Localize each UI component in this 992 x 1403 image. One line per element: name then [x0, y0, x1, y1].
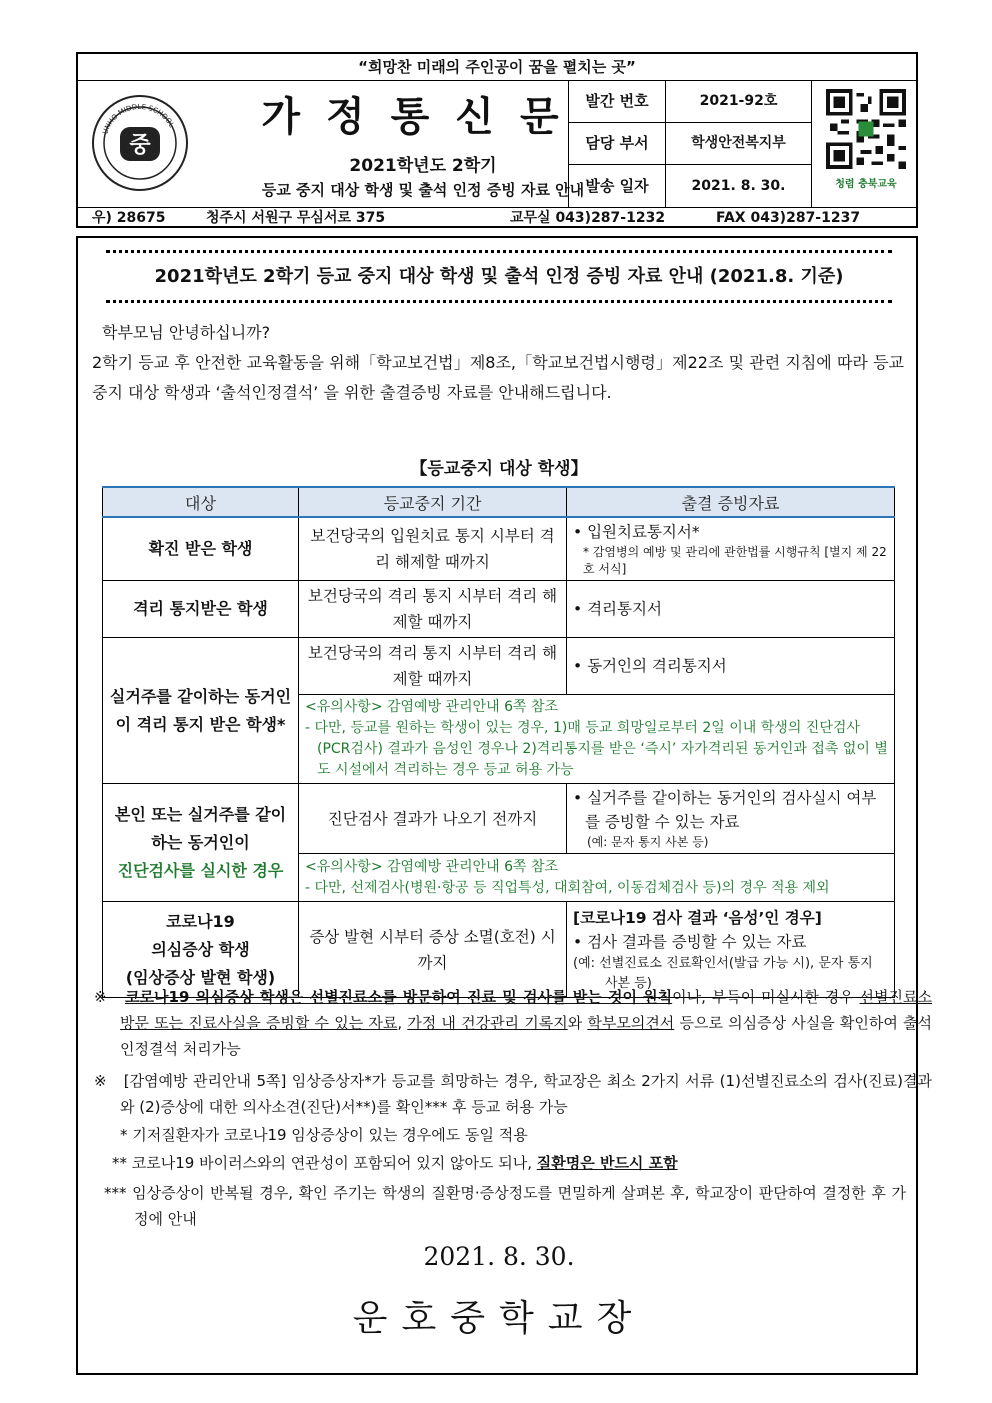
- note-symptom-principle: [94, 984, 932, 1062]
- intro-paragraph: 2학기 등교 후 안전한 교육활동을 위해「학교보건법」제8조,「학교보건법시행령」제22조 및 관련 지침에 따라 등교 중지 대상 학생과 ‘출석인정결석’ 을 위한 출결증빙 자료를 안내해드립니다.: [92, 353, 904, 402]
- period-testing: 진단검사 결과가 나오기 전까지: [299, 784, 567, 854]
- section-title: 【등교중지 대상 학생】: [410, 459, 588, 479]
- period-isolation: 보건당국의 격리 통지 시부터 격리 해제할 때까지: [299, 581, 567, 638]
- note-mark: ※: [94, 1072, 108, 1090]
- send-date-value: 2021. 8. 30.: [691, 178, 786, 194]
- target-testing-highlight: 진단검사를 실시한 경우: [117, 860, 284, 880]
- address-bar: [78, 208, 916, 228]
- note-text: 이나, 부득이 미실시한 경우: [672, 988, 860, 1006]
- evidence-text: • 검사 결과를 증빙할 수 있는 자료: [573, 932, 807, 951]
- newsletter-body: [76, 236, 932, 1375]
- principal-signature: 운호중학교장: [352, 1298, 646, 1339]
- header-period: 등교중지 기간: [299, 487, 567, 517]
- newsletter-header: [76, 52, 918, 228]
- table-row: [103, 784, 895, 854]
- notice-detail: - 다만, 선제검사(병원·항공 등 직업특성, 대회참여, 이동검체검사 등)의 경우 적용 제외: [305, 879, 830, 896]
- evidence-isolation: • 격리통지서: [567, 581, 895, 638]
- header-main: [78, 81, 916, 208]
- qr-block: [818, 89, 914, 201]
- issue-number-row: [569, 81, 811, 123]
- evidence-example: (예: 문자 통지 사본 등): [587, 835, 709, 849]
- note-evidence-3: 학부모의견서: [587, 1014, 675, 1032]
- period-household: 보건당국의 격리 통지 시부터 격리 해제할 때까지: [299, 638, 567, 695]
- target-confirmed: 확진 받은 학생: [103, 517, 299, 581]
- school-logo: [90, 93, 190, 193]
- fax-number: FAX 043)287-1237: [716, 210, 861, 226]
- subtitle-semester: 2021학년도 2학기: [349, 156, 497, 176]
- evidence-footnote: * 감염병의 예방 및 관리에 관한법률 시행규칙 [별지 제 22호 서식]: [583, 545, 887, 576]
- header-evidence: 출결 증빙자료: [567, 487, 895, 517]
- note-symptom-return: [94, 1068, 932, 1120]
- footnote-1: * 기저질환자가 코로나19 임상증상이 있는 경우에도 동일 적용: [120, 1126, 528, 1144]
- greeting: 학부모님 안녕하십니까?: [102, 323, 271, 342]
- household-notice: [299, 695, 895, 784]
- dotted-divider-bottom: [106, 300, 892, 303]
- street-address: 청주시 서원구 무심서로 375: [206, 210, 386, 226]
- target-symptom-line1: 코로나19: [166, 911, 235, 931]
- office-phone: 교무실 043)287-1232: [510, 210, 666, 226]
- note-text: [감염예방 관리안내 5쪽] 임상증상자*가 등교를 희망하는 경우, 학교장은 최소 2가지 서류 (1)선별진료소의 검사(진료)결과와 (2)증상에 대한 의사소견(진단)서**)를 확인*** 후 등교 허용 가능: [120, 1072, 932, 1116]
- evidence-confirmed: [567, 517, 895, 581]
- evidence-text: • 실거주를 같이하는 동거인의 검사실시 여부를 증빙할 수 있는 자료: [573, 789, 877, 831]
- logo-char: 중: [129, 133, 151, 158]
- note-mark: ※: [94, 988, 108, 1006]
- evidence-example: (예: 선별진료소 진료확인서(발급 가능 시), 문자 통지 사본 등): [573, 955, 873, 991]
- qr-code-icon: [826, 89, 906, 169]
- issue-date: 2021. 8. 30.: [423, 1242, 575, 1271]
- logo-text: UNHO MIDDLE SCHOOL: [101, 102, 176, 136]
- testing-notice: [299, 854, 895, 902]
- table-row: [103, 581, 895, 638]
- note-text: 등으로 의심증상 사실을 확인하여 출석인정결석 처리가능: [120, 1014, 932, 1058]
- notice-header: <유의사항> 감염예방 관리안내 6쪽 참조: [305, 699, 559, 715]
- footnote-2: [112, 1150, 906, 1176]
- evidence-household: • 동거인의 격리통지서: [567, 638, 895, 695]
- issue-number-value: 2021-92호: [699, 93, 778, 109]
- period-symptom: 증상 발현 시부터 증상 소멸(호전) 시까지: [299, 902, 567, 998]
- document-title: 2021학년도 2학기 등교 중지 대상 학생 및 출석 인정 증빙 자료 안내 (2021.8. 기준): [154, 266, 844, 287]
- department-row: [569, 123, 811, 165]
- target-household: 실거주를 같이하는 동거인이 격리 통지 받은 학생*: [103, 638, 299, 784]
- target-isolation: 격리 통지받은 학생: [103, 581, 299, 638]
- school-motto: “희망찬 미래의 주인공이 꿈을 펼치는 곳”: [78, 54, 916, 81]
- evidence-text: • 입원치료통지서*: [573, 523, 700, 541]
- footnote-emphasis: 질환명은 반드시 포함: [536, 1154, 678, 1172]
- footnote-3: *** 임상증상이 반복될 경우, 확인 주기는 학생의 질환명·증상정도를 면밀하게 살펴본 후, 학교장이 판단하여 결정한 후 가정에 안내: [104, 1184, 906, 1228]
- department-label: 담당 부서: [569, 123, 666, 164]
- footnote-text: ** 코로나19 바이러스와의 연관성이 포함되어 있지 않아도 되나,: [112, 1154, 537, 1172]
- evidence-testing: [567, 784, 895, 854]
- suspension-table: [102, 486, 895, 998]
- dotted-divider-top: [106, 250, 892, 253]
- target-symptom-line3: (임상증상 발현 학생): [125, 967, 276, 987]
- evidence-condition: [코로나19 검사 결과 ‘음성’인 경우]: [573, 908, 822, 927]
- notice-detail: - 다만, 등교를 원하는 학생이 있는 경우, 1)매 등교 희망일로부터 2일 이내 학생의 진단검사(PCR검사) 결과가 음성인 경우나 2)격리통지를 받은 ‘즉시’ 자가격리된 동거인과 접촉 없이 별도 시설에서 격리하는 경우 등교 허용 가능: [305, 720, 888, 778]
- issue-number-label: 발간 번호: [569, 81, 666, 122]
- note-text: ,: [397, 1014, 408, 1032]
- zip-code: 우) 28675: [92, 210, 166, 226]
- note-evidence-1: 선별진료소 방문 또는 진료사실을 증빙할 수 있는 자료: [120, 988, 932, 1032]
- department-value: 학생안전복지부: [691, 135, 786, 151]
- notice-header: <유의사항> 감염예방 관리안내 6쪽 참조: [305, 858, 559, 875]
- table-row: [103, 638, 895, 695]
- page-title: 가정통신문: [261, 93, 585, 140]
- note-principle: 코로나19 의심증상 학생은 선별진료소를 방문하여 진료 및 검사를 받는 것이 원칙: [125, 988, 673, 1006]
- table-row: [103, 517, 895, 581]
- send-date-label: 발송 일자: [569, 165, 666, 207]
- target-testing-text: 본인 또는 실거주를 같이하는 동거인이: [114, 804, 287, 852]
- period-confirmed: 보건당국의 입원치료 통지 시부터 격리 해제할 때까지: [299, 517, 567, 581]
- send-date-row: [569, 165, 811, 207]
- header-target: 대상: [103, 487, 299, 517]
- note-evidence-2: 가정 내 건강관리 기록지: [407, 1014, 568, 1032]
- note-text: 와: [567, 1014, 588, 1032]
- table-header-row: [103, 487, 895, 517]
- qr-caption: 청렴 충북교육: [835, 179, 897, 190]
- target-testing: [103, 784, 299, 902]
- subtitle-topic: 등교 중지 대상 학생 및 출석 인정 증빙 자료 안내: [261, 181, 585, 199]
- issue-info-table: [568, 81, 812, 207]
- target-symptom-line2: 의심증상 학생: [151, 939, 250, 959]
